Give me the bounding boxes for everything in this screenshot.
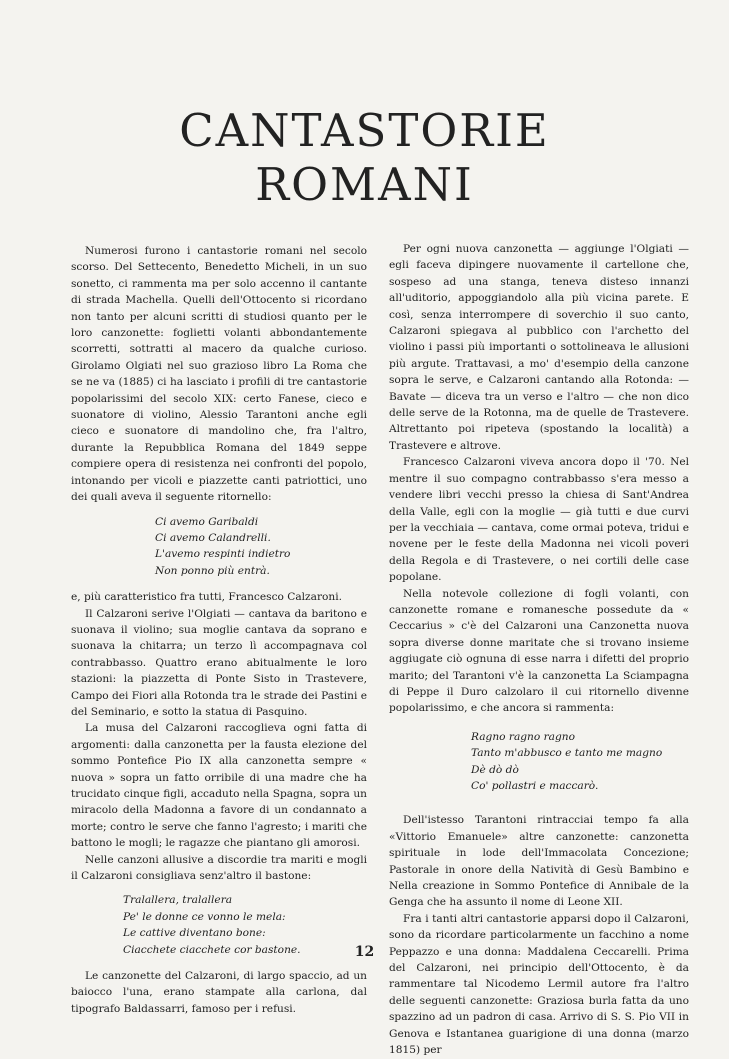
verse-line: Ci avemo Garibaldi [155,515,259,528]
verse-block [71,514,367,580]
paragraph: Nella notevole collezione di fogli volanti, con canzonette romane e romanesche possedute da « Ceccarius » c'è del Calzaroni una Canzonetta nuova sopra diverse donne maritate che si trovano insieme aggiugate ciò ognuna di esse narra i difetti del proprio marito; del Tarantoni v'è la canzonetta La Sciampagna di Peppe il Duro calzolaro il cui ritornello divenne popolarissimo, e che ancora si rammenta: [389,587,689,715]
verse-line: Tanto m'abbusco e tanto me magno [471,747,663,760]
paragraph: Nelle canzoni allusive a discordie tra mariti e mogli il Calzaroni consigliava senz'altro il bastone: [71,853,367,883]
verse-line: Co' pollastri e maccarò. [471,780,599,792]
paragraph: Le canzonette del Calzaroni, di largo spaccio, ad un baiocco l'una, erano stampate alla carlona, dal tipografo Baldassarri, famoso per i refusi. [71,970,367,1015]
verse-line: Ragno ragno ragno [471,730,575,743]
paragraph: Numerosi furono i cantastorie romani nel secolo scorso. Del Settecento, Benedetto Micheli, in un suo sonetto, ci rammenta ma per solo accenno il cantante di strada Machella. Quelli dell'Ottocento si ricordano non tanto per alcuni scritti di studiosi quanto per le loro canzonette: foglietti volanti abbondantemente scorretti, sottratti al macero da qualche curioso. Girolamo Olgiati nel suo grazioso libro La Roma che se ne va (1885) ci ha lasciato i profili di tre cantastorie popolarissimi del secolo XIX: certo Fanese, cieco e suonatore di violino, Alessio Tarantoni anche egli cieco e suonatore di mandolino che, fra l'altro, durante la Repubblica Romana del 1849 seppe compiere opera di resistenza nei confronti del popolo, intonando per vicoli e piazzette canti patriottici, uno dei quali aveva il seguente ritornello: [71,245,367,504]
paragraph: Per ogni nuova canzonetta — aggiunge l'Olgiati — egli faceva dipingere nuovamente il cartellone che, sospeso ad una stanga, teneva disteso innanzi all'uditorio, appoggiandolo alla più vicina parete. E così, senza interrompere di soverchio il suo canto, Calzaroni spiegava al pubblico con l'archetto del violino i passi più importanti o sottolineava le allusioni più argute. Trattavasi, a mo' d'esempio della canzone sopra le serve, e Calzaroni cantando alla Rotonda: — Bavate — diceva tra un verso e l'altro — che non dico delle serve de la Rotonna, ma de quelle de Trastevere. Altrettanto poi ripeteva (spostando la località) a Trastevere e altrove. [389,243,689,452]
page-number: 12 [354,944,375,960]
verse-line: Dè dò dò [471,763,519,776]
paragraph: Dell'istesso Tarantoni rintracciai tempo fa alla «Vittorio Emanuele» altre canzonette: canzonetta spirituale in lode dell'Immacolata Concezione; Pastorale in onore della Natività di Gesù Bambino e Nella creazione in Sommo Pontefice di Annibale de la Genga che ha assunto il nome di Leone XII. [389,814,689,909]
paragraph: Il Calzaroni serive l'Olgiati — cantava da baritono e suonava il violino; sua moglie cantava da soprano e suonava la chitarra; un terzo lì accompagnava col contrabbasso. Quattro erano abitualmente le loro stazioni: la piazzetta di Ponte Sisto in Trastevere, Campo dei Fiori alla Rotonda tra le strade dei Pastini e del Seminario, e sotto la statua di Pasquino. [71,607,368,718]
verse-line: Pe' le donne ce vonno le mela: [123,910,286,923]
paragraph: e, più caratteristico fra tutti, Francesco Calzaroni. [71,591,342,604]
verse-line: L'avemo respinti indietro [155,548,291,561]
verse-line: Le cattive diventano bone: [123,927,266,940]
title-line-1: CANTASTORIE [179,104,550,158]
left-column [71,243,367,1017]
verse-line: Ci avemo Calandrelli. [155,531,271,544]
paragraph: Francesco Calzaroni viveva ancora dopo il '70. Nel mentre il suo compagno contrabbasso s'era messo a vendere libri vecchi presso la chiesa di Sant'Andrea della Valle, egli con la moglie — già tutti e due curvi per la vecchiaia — cantava, come ormai poteva, tridui e novene per le feste della Madonna nei vicoli poveri della Regola e di Trastevere, o nei cortili delle case popolane. [389,456,689,584]
paragraph: La musa del Calzaroni raccoglieva ogni fatta di argomenti: dalla canzonetta per la fausta elezione del sommo Pontefice Pio IX alla canzonetta sempre « nuova » sopra un fatto orribile di una madre che ha trucidato cinque figli, accaduto nella Spagna, sopra un miracolo della Madonna a favore di un condannato a morte; contro le serve che fanno l'agresto; i mariti che battono le mogli; le ragazze che piantano gli amorosi. [71,722,367,850]
paragraph: Fra i tanti altri cantastorie apparsi dopo il Calzaroni, sono da ricordare particolarmente un facchino a nome Peppazzo e una donna: Maddalena Ceccarelli. Prima del Calzaroni, nei principio dell'Ottocento, è da rammentare tal Nicodemo Lermil autore fra l'altro delle seguenti canzonette: Graziosa burla fatta da uno spazzino ad un padron di casa. Arrivo di S. S. Pio VII in Genova e Istantanea guarigione di una donna (marzo 1815) per [389,912,689,1057]
verse-line: Non ponno più entrà. [155,564,270,577]
verse-line: Ciacchete ciacchete cor bastone. [123,943,301,956]
verse-line: Tralallera, tralallera [123,894,233,907]
verse-block [389,729,689,795]
title-line-2: ROMANI [255,158,474,212]
right-column [389,241,689,1059]
